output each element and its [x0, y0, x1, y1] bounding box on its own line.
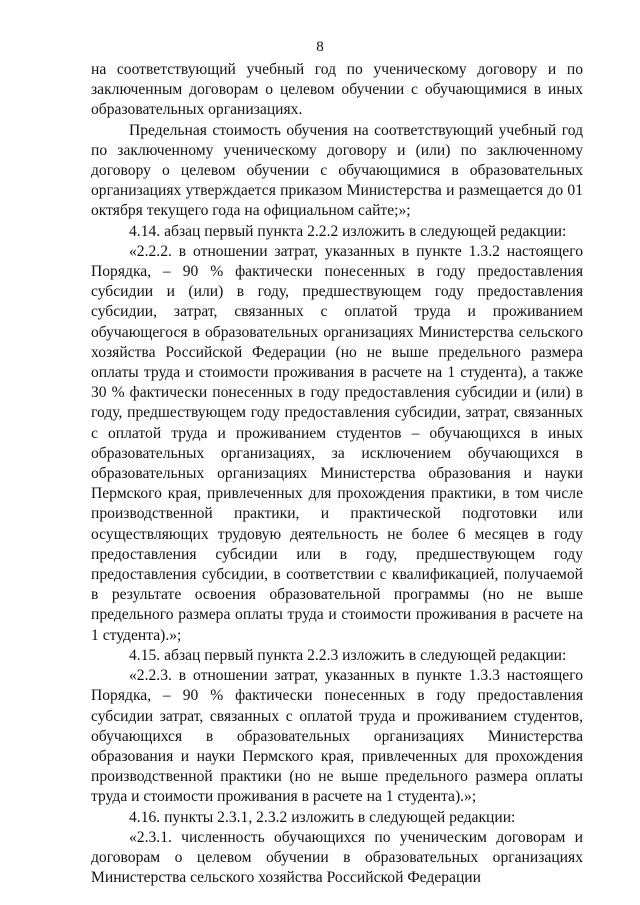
paragraph-2-2-2: «2.2.2. в отношении затрат, указанных в пункте 1.3.2 настоящего Порядка, – 90 % фактически понесенных в году предоставления субсидии и (или) в году, предшествующем году предоставления субсидии, затрат, связанных с оплатой труда и проживанием обучающегося в образовательных организациях Министерства сельского хозяйства Российской Федерации (но не выше предельного размера оплаты труда и стоимости проживания в расчете на 1 студента), а также 30 % фактически понесенных в году предоставления субсидии и (или) в году, предшествующем году предоставления субсидии, затрат, связанных с оплатой труда и проживанием студентов – обучающихся в иных образовательных организациях, за исключением обучающихся в образовательных организациях Министерства образования и науки Пермского края, привлеченных для прохождения практики, в том числе производственной практики, и практической подготовки или осуществляющих трудовую деятельность не более 6 месяцев в году предоставления субсидии или в году, предшествующем году предоставления субсидии, в соответствии с квалификацией, получаемой в результате освоения образовательной программы (но не выше предельного размера оплаты труда и стоимости проживания в расчете на 1 студента).»; [91, 242, 583, 644]
paragraph-continuation: на соответствующий учебный год по ученическому договору и по заключенным договорам о целевом обучении с обучающимися в иных образовательных организациях. [91, 61, 583, 119]
paragraph-4-16: 4.16. пункты 2.3.1, 2.3.2 изложить в следующей редакции: [129, 808, 516, 826]
page-number: 8 [316, 39, 324, 55]
paragraph-2-3-1: «2.3.1. численность обучающихся по ученическим договорам и договорам о целевом обучении в образовательных организациях Министерства сельского хозяйства Российской Федерации [91, 828, 583, 887]
paragraph-cost-limit: Предельная стоимость обучения на соответствующий учебный год по заключенному ученическому договору и (или) по заключенному договору о целевом обучении с обучающимися в образовательных организациях утверждается приказом Министерства и размещается до 01 октября текущего года на официальном сайте;»; [91, 121, 583, 220]
paragraph-4-14: 4.14. абзац первый пункта 2.2.2 изложить в следующей редакции: [129, 222, 567, 240]
body-text [91, 60, 583, 888]
paragraph-4-15: 4.15. абзац первый пункта 2.2.3 изложить в следующей редакции: [129, 646, 567, 664]
paragraph-2-2-3: «2.2.3. в отношении затрат, указанных в пункте 1.3.3 настоящего Порядка, – 90 % фактически понесенных в году предоставления субсидии затрат, связанных с оплатой труда и проживанием студентов, обучающихся в образовательных организациях Министерства образования и науки Пермского края, привлеченных для прохождения производственной практики (но не выше предельного размера оплаты труда и стоимости проживания в расчете на 1 студента).»; [91, 667, 583, 806]
